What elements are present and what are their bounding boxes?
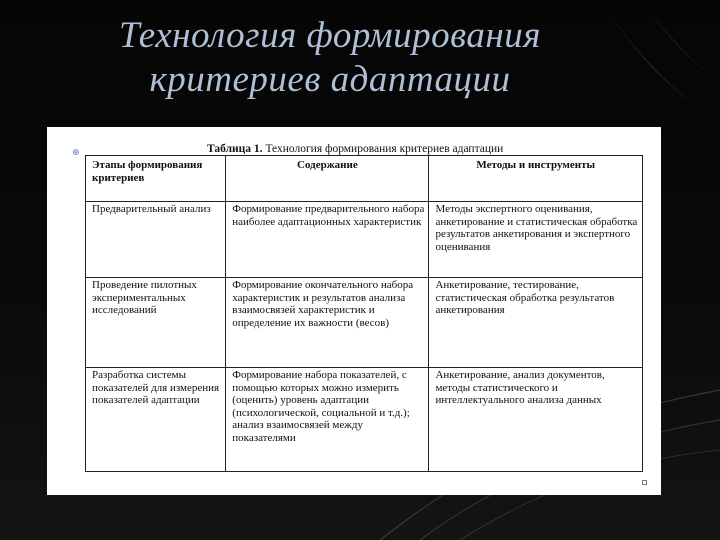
cell-methods: Анкетирование, тестирование, статистическая обработка результатов анкетирования: [429, 278, 643, 368]
table-header-row: [86, 156, 643, 202]
table-anchor-icon: ⊕: [72, 148, 80, 158]
header-methods: Методы и инструменты: [429, 156, 643, 202]
slide-title: [70, 14, 590, 102]
table-row: [86, 368, 643, 472]
cell-content: Формирование окончательного набора характеристик и результатов анализа взаимосвязей характеристик и определение их важности (весов): [226, 278, 429, 368]
table-caption-label: Таблица 1.: [207, 143, 263, 155]
cell-content: Формирование набора показателей, с помощью которых можно измерить (оценить) уровень адаптации (психологической, социальной и т.д.); анализ взаимосвязей между показателями: [226, 368, 429, 472]
cell-methods: Анкетирование, анализ документов, методы статистического и интеллектуального анализа данных: [429, 368, 643, 472]
cell-stage: Проведение пилотных экспериментальных исследований: [86, 278, 226, 368]
document-image-panel: [47, 127, 661, 495]
header-stages: Этапы формирования критериев: [86, 156, 226, 202]
header-content: Содержание: [226, 156, 429, 202]
criteria-table: [85, 155, 643, 472]
cell-methods: Методы экспертного оценивания, анкетирование и статистическая обработка результатов анкетирования и экспертного оценивания: [429, 202, 643, 278]
cell-content: Формирование предварительного набора наиболее адаптационных характеристик: [226, 202, 429, 278]
cell-stage: Предварительный анализ: [86, 202, 226, 278]
table-row: [86, 278, 643, 368]
cell-stage: Разработка системы показателей для измерения показателей адаптации: [86, 368, 226, 472]
slide-title-line-1: Технология формирования: [119, 15, 541, 56]
table-caption-text: Технология формирования критериев адаптации: [265, 143, 504, 155]
table-row: [86, 202, 643, 278]
resize-handle-icon: [642, 480, 647, 485]
table-caption: [207, 143, 503, 155]
slide-title-line-2: критериев адаптации: [149, 59, 511, 100]
